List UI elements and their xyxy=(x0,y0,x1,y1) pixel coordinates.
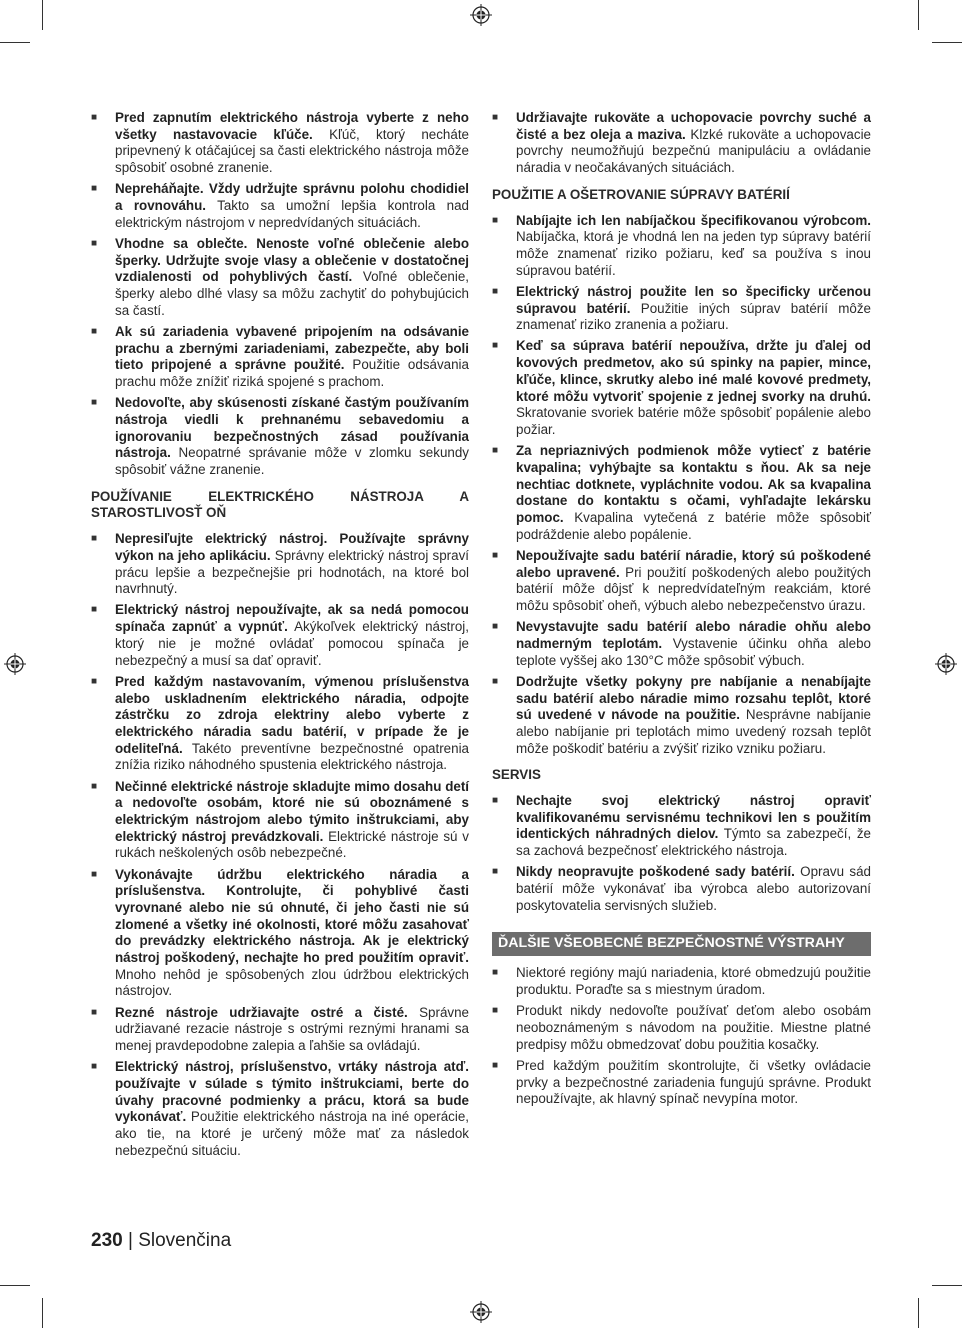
list-item xyxy=(492,1003,871,1053)
item-text: Akýkoľvek elektrický nástroj, ktorý nie je možné ovládať pomocou spínača je nebezpečný a musí sa dať opraviť. xyxy=(115,619,469,668)
item-bold-text: Nepreháňajte. Vždy udržujte správnu polohu chodidiel a rovnováhu. xyxy=(115,181,469,214)
item-bold-text: Rezné nástroje udržiavajte ostré a čisté. xyxy=(115,1004,408,1020)
item-text: Voľné oblečenie, šperky alebo dlhé vlasy sa môžu zachytiť do pohybujúcich sa častí. xyxy=(115,269,469,318)
general-warnings-heading: ĎALŠIE VŠEOBECNÉ BEZPEČNOSTNÉ VÝSTRAHY xyxy=(492,932,871,956)
list-item xyxy=(91,1059,469,1159)
list-item xyxy=(91,324,469,391)
page-footer xyxy=(91,1230,231,1252)
item-text: Takéto preventívne bezpečnostné opatrenia znížia riziko náhodného spustenia elektrického nástroja. xyxy=(115,740,469,773)
item-bold-text: Pred zapnutím elektrického nástroja vyberte z neho všetky nastavovacie kľúče. xyxy=(115,110,469,142)
list-item xyxy=(91,110,469,177)
item-bold-text: Keď sa súprava batérií nepoužíva, držte ju ďalej od kovových predmetov, ako sú spinky na papier, mince, kľúče, klince, skrutky alebo iné malé kovové predmety, ktoré môžu vytvoriť spojenie z jednej svorky na druhú. xyxy=(516,338,871,404)
item-text: Opravu sád batérií môže vykonávať iba výrobca alebo autorizovaní poskytovatelia servisných služieb. xyxy=(516,864,871,913)
item-text: Takto sa umožní lepšia kontrola nad elektrickým nástrojom v nepredvídaných situáciách. xyxy=(115,198,470,230)
list-item xyxy=(492,1058,871,1108)
item-text: Produkt nikdy nedovoľte používať deťom alebo osobám neoboznámeným s návodom na použitie. Miestne platné predpisy môžu obmedzovať dobu použitia kosačky. xyxy=(516,1003,871,1052)
list-item xyxy=(492,674,871,758)
item-text: Týmto sa zabezpečí, že sa zachová bezpečnosť elektrického nástroja. xyxy=(516,826,871,859)
item-text: Vystavenie účinku ohňa alebo teplote vyššej ako 130°C môže spôsobiť výbuch. xyxy=(516,635,871,668)
crop-mark xyxy=(42,1298,43,1328)
list-item xyxy=(91,395,469,479)
list-item xyxy=(91,1005,469,1055)
item-bold-text: Elektrický nástroj nepoužívajte, ak sa nedá pomocou spínača zapnúť a vypnúť. xyxy=(115,602,469,635)
item-text: Použitie odsávania prachu môže znížiť riziká spojené s prachom. xyxy=(115,357,469,390)
safety-list xyxy=(91,110,469,479)
left-column xyxy=(91,110,469,1164)
registration-mark-icon xyxy=(935,653,957,675)
crop-mark xyxy=(918,0,919,30)
list-item xyxy=(492,793,871,860)
item-text: Správne udržiavané rezacie nástroje s ostrými reznými hranami sa menej pravdepodobne zalepia a ľahšie sa ovládajú. xyxy=(115,1004,469,1054)
item-bold-text: Nevystavujte sadu batérií alebo náradie ohňu alebo nadmerným teplotám. xyxy=(516,619,871,651)
item-text: Nesprávne nabíjanie alebo nabíjanie pri teplotách mimo uvedený rozsah teplôt môže poškodiť batériu a zvýšiť riziko vzniku požiaru. xyxy=(516,707,871,756)
item-bold-text: Nabíjajte ich len nabíjačkou špecifikovanou výrobcom. xyxy=(516,212,871,228)
page-number: 230 xyxy=(91,1230,123,1251)
list-item xyxy=(492,338,871,438)
item-bold-text: Nečinné elektrické nástroje skladujte mimo dosahu detí a nedovoľte osobám, ktoré nie sú oboznámené s elektrickým nástrojom alebo týmito inštrukciami, aby elektrický nástroj prevádzkovali. xyxy=(115,778,469,844)
item-bold-text: Elektrický nástroj použite len so špecificky určenou súpravou batérií. xyxy=(516,283,871,316)
item-text: Pri použití poškodených alebo použitých batérií môže dôjsť k nepredvídateľným reakciám, ktoré môžu spôsobiť oheň, výbuch alebo nebezpečenstvo úrazu. xyxy=(516,564,871,613)
crop-mark xyxy=(0,1285,30,1286)
item-text: Klzké rukoväte a uchopovacie povrchy neumožňujú bezpečnú manipuláciu a ovládanie náradia v neočakávaných situáciách. xyxy=(516,126,872,176)
list-item xyxy=(91,779,469,863)
list-item xyxy=(91,531,469,598)
battery-heading: POUŽITIE A OŠETROVANIE SÚPRAVY BATÉRIÍ xyxy=(492,186,790,202)
list-item xyxy=(492,548,871,615)
item-text: Použitie elektrického nástroja na iné operácie, ako tie, na ktoré je určený môže mať za následok nebezpečnú situáciu. xyxy=(115,1109,469,1158)
item-text: Neopatrné správanie môže v zlomku sekundy spôsobiť vážne zranenie. xyxy=(115,445,469,478)
list-item xyxy=(492,213,871,280)
list-item xyxy=(91,236,469,320)
item-text: Kľúč, ktorý necháte pripevnený k otáčajúcej sa časti elektrického nástroja môže spôsobiť osobné zranenie. xyxy=(115,126,469,176)
crop-mark xyxy=(0,42,30,43)
list-item xyxy=(91,674,469,774)
item-bold-text: Za nepriaznivých podmienok môže vytiecť z batérie kvapalina; vyhýbajte sa kontaktu s ňou. Ak sa neje nechtiac dotknete, vypláchnite vodou. Ak sa kvapalina dostane do kontaktu s očami, vyhľadajte lekársku pomoc. xyxy=(516,443,871,525)
item-bold-text: Nikdy neopravujte poškodené sady batérií. xyxy=(516,864,795,880)
item-bold-text: Nedovoľte, aby skúsenosti získané častým používaním nástroja viedli k prehnanému sebavedomiu a ignorovaniu bezpečnostných zásad používania nástroja. xyxy=(115,395,469,461)
service-list xyxy=(492,793,871,914)
tool-use-list xyxy=(91,531,469,1159)
item-text: Nabíjačka, ktorá je vhodná len na jeden typ súpravy batérií môže znamenať riziko požiaru, keď sa používa s inou súpravou batérií. xyxy=(516,229,871,278)
item-bold-text: Nepresiľujte elektrický nástroj. Používajte správny výkon na jeho aplikáciu. xyxy=(115,531,469,563)
right-column xyxy=(492,110,871,1113)
battery-list xyxy=(492,213,871,758)
list-item xyxy=(492,864,871,914)
item-text: Kvapalina vytečená z batérie môže spôsobiť podráždenie alebo popálenie. xyxy=(516,509,871,542)
registration-mark-icon xyxy=(470,4,492,26)
list-item xyxy=(492,110,871,177)
handles-list xyxy=(492,110,871,177)
item-bold-text: Vhodne sa oblečte. Nenoste voľné oblečenie alebo šperky. Udržujte svoje vlasy a oblečenie v dostatočnej vzdialenosti od pohyblivých častí. xyxy=(115,235,469,285)
item-text: Mnoho nehôd je spôsobených zlou údržbou elektrických nástrojov. xyxy=(115,966,469,999)
item-bold-text: Elektrický nástroj, príslušenstvo, vrtáky nástroja atď. používajte v súlade s týmito inštrukciami, berte do úvahy pracovné podmienky a prácu, ktorá sa bude vykonávať. xyxy=(115,1059,469,1125)
item-text: Pred každým použitím skontrolujte, či všetky ovládacie prvky a bezpečnostné zariadenia fungujú správne. Produkt nepoužívajte, ak hlavný spínač nevypína motor. xyxy=(516,1057,871,1107)
item-bold-text: Udržiavajte rukoväte a uchopovacie povrchy suché a čisté a bez oleja a maziva. xyxy=(516,110,871,142)
crop-mark xyxy=(42,0,43,30)
service-heading: SERVIS xyxy=(492,767,541,783)
registration-mark-icon xyxy=(470,1301,492,1323)
list-item xyxy=(91,181,469,231)
general-warnings-list xyxy=(492,965,871,1108)
footer-language: Slovenčina xyxy=(138,1230,232,1251)
crop-mark xyxy=(932,1285,962,1286)
item-bold-text: Vykonávajte údržbu elektrického náradia a príslušenstva. Kontrolujte, či pohyblivé časti vyrovnané alebo nie sú ohnuté, či jeho časti nie sú zlomené a všetky iné okolnosti, ktoré môžu zasahovať do prevádzky elektrického nástroja. Ak je elektrický nástroj poškodený, nechajte ho pred použitím opraviť. xyxy=(115,866,469,966)
footer-separator: | xyxy=(122,1230,139,1251)
crop-mark xyxy=(932,42,962,43)
item-bold-text: Ak sú zariadenia vybavené pripojením na odsávanie prachu a zbernými zariadeniami, zabezpečte, aby boli tieto pripojené a správne použité. xyxy=(115,323,469,373)
item-bold-text: Pred každým nastavovaním, výmenou príslušenstva alebo uskladnením elektrického náradia, odpojte zástrčku zo zdroja elektriny alebo vyberte z elektrického náradia sadu batérií, v prípade že je odeliteľná. xyxy=(115,673,469,756)
registration-mark-icon xyxy=(4,653,26,675)
list-item xyxy=(492,284,871,334)
list-item xyxy=(492,619,871,669)
item-text: Niektoré regióny majú nariadenia, ktoré obmedzujú použitie produktu. Poraďte sa s miestnym úradom. xyxy=(516,965,871,998)
list-item xyxy=(91,867,469,1001)
list-item xyxy=(492,965,871,998)
item-text: Skratovanie svoriek batérie môže spôsobiť popálenie alebo požiar. xyxy=(516,405,871,437)
item-bold-text: Nepoužívajte sadu batérií náradie, ktorý sú poškodené alebo upravené. xyxy=(516,547,871,580)
crop-mark xyxy=(918,1298,919,1328)
item-bold-text: Dodržujte všetky pokyny pre nabíjanie a nenabíjajte sadu batérií alebo náradie mimo rozsahu teplôt, ktoré sú uvedené v návode na použitie. xyxy=(516,673,871,723)
item-text: Správny elektrický nástroj spraví prácu lepšie a bezpečnejšie pri hodnotách, na ktoré bol navrhnutý. xyxy=(115,547,470,597)
item-text: Elektrické nástroje sú v rukách neškolených osôb nebezpečné. xyxy=(115,828,469,861)
list-item xyxy=(492,443,871,543)
list-item xyxy=(91,602,469,669)
item-bold-text: Nechajte svoj elektrický nástroj opraviť kvalifikovanému servisnému technikovi len s použitím identických náhradných dielov. xyxy=(516,793,871,842)
item-text: Použitie iných súprav batérií môže znamenať riziko zranenia a požiaru. xyxy=(516,300,872,333)
section-heading: POUŽÍVANIE ELEKTRICKÉHO NÁSTROJA A STAROSTLIVOSŤ OŇ xyxy=(91,488,469,521)
